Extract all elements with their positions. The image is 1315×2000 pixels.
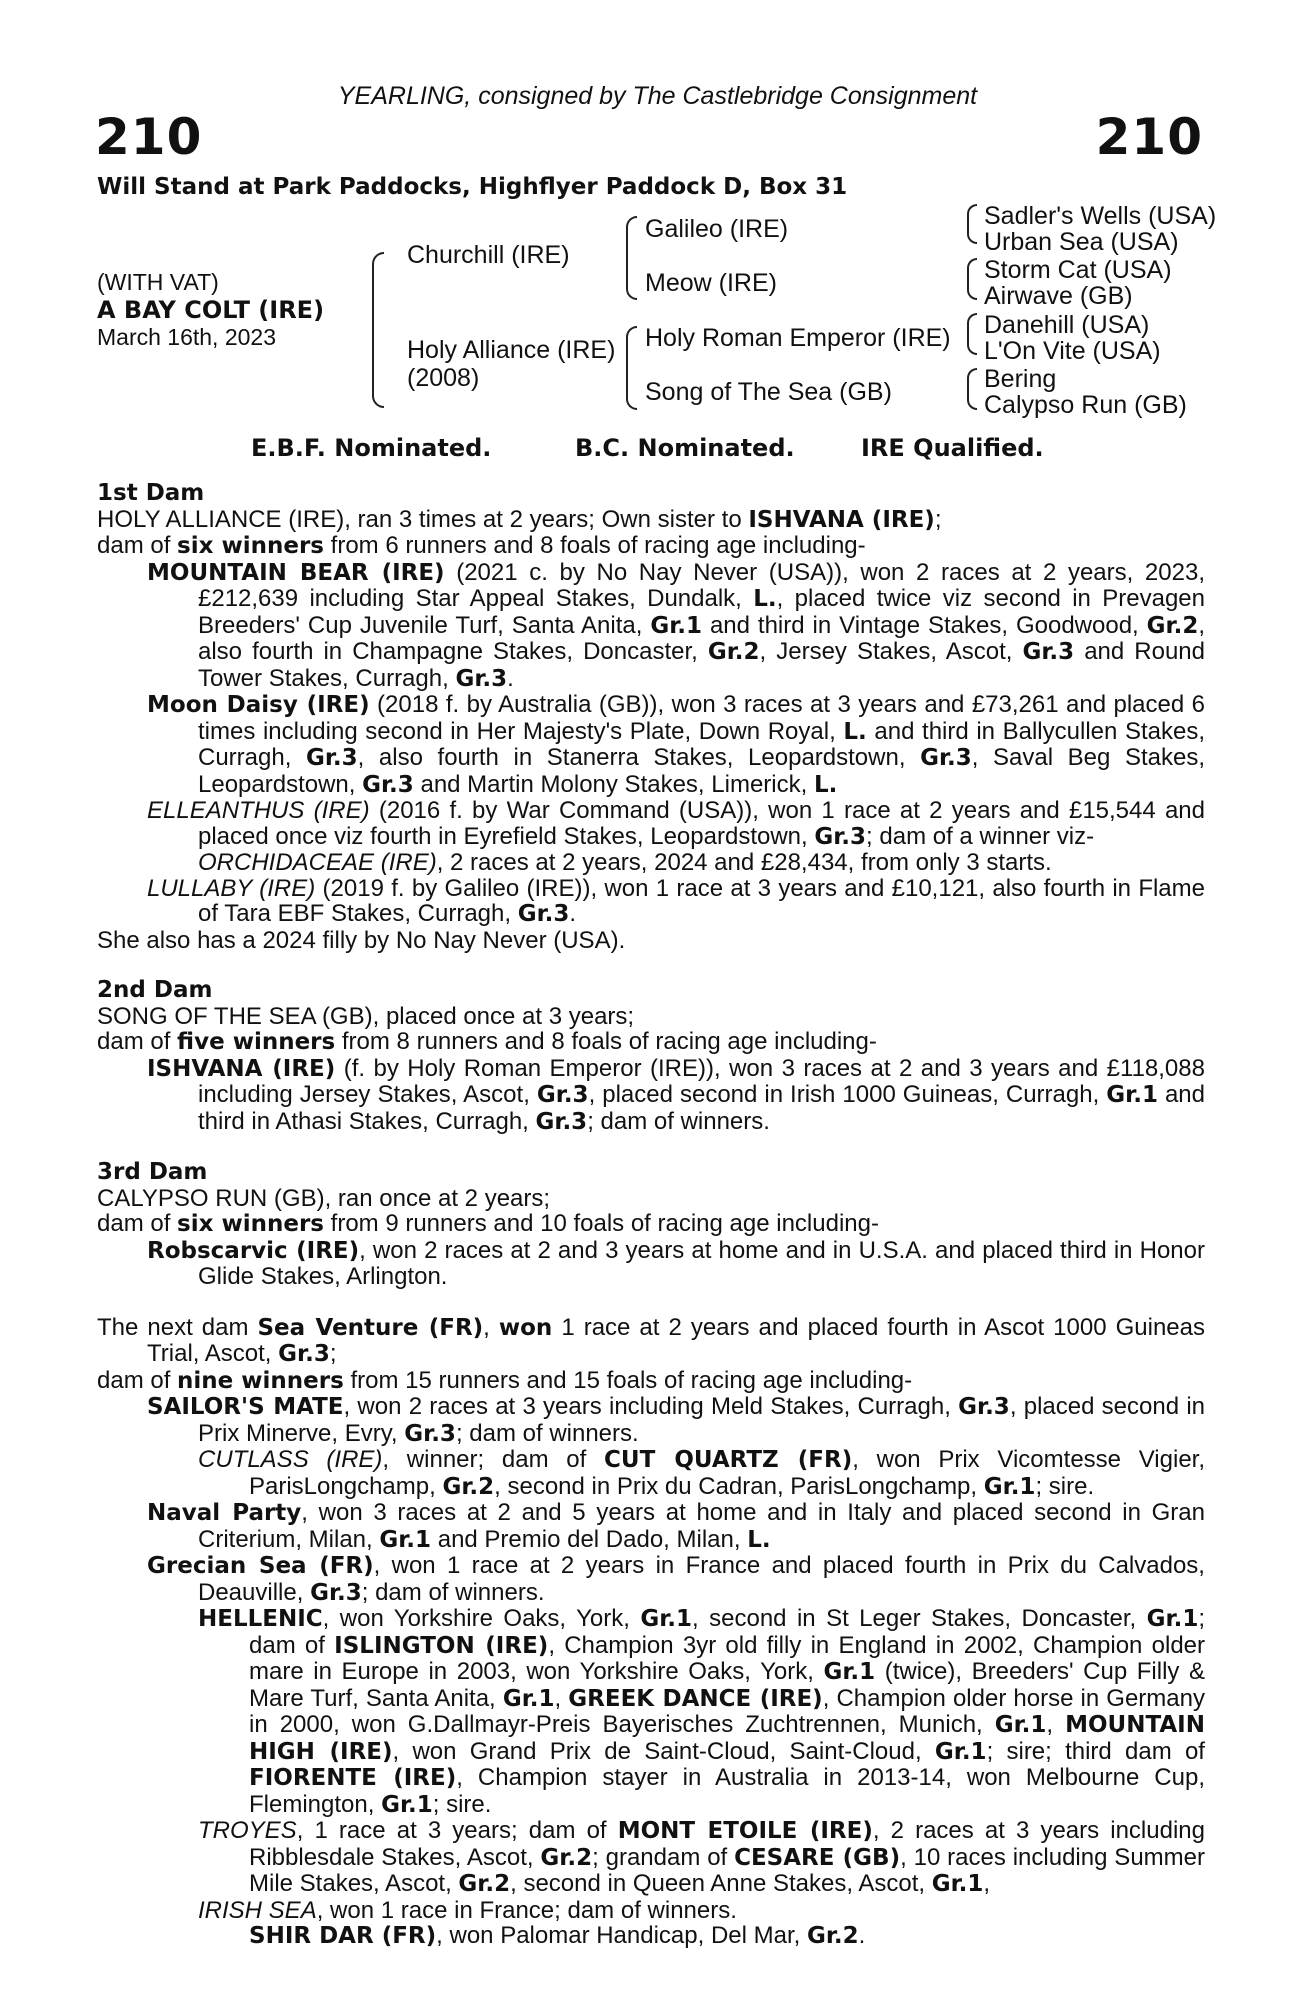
- dam-dam-sire: Bering: [984, 365, 1057, 393]
- first-dam-record: HOLY ALLIANCE (IRE), ran 3 times at 2 years; Own sister to ISHVANA (IRE);: [97, 505, 942, 533]
- pedigree-brace-ss: [967, 204, 977, 244]
- sire-dam: Meow (IRE): [645, 269, 777, 297]
- next-dam-record: The next dam Sea Venture (FR), won 1 race at 2 years and placed fourth in Ascot 1000 Guineas Trial, Ascot, Gr.3;: [97, 1313, 1205, 1367]
- first-dam-produce-summary: dam of six winners from 6 runners and 8 foals of racing age including-: [97, 532, 866, 559]
- offspring-naval-party: Naval Party, won 3 races at 2 and 5 years at home and in Italy and placed second in Gran Criterium, Milan, Gr.1 and Premio del Dado, Milan, L.: [147, 1499, 1205, 1553]
- dam-dam: Song of The Sea (GB): [645, 378, 892, 406]
- lot-number-left: 210: [95, 108, 203, 166]
- ire-qualified: IRE Qualified.: [861, 434, 1044, 462]
- pedigree-brace-sire: [626, 216, 637, 300]
- third-dam-record: CALYPSO RUN (GB), ran once at 2 years;: [97, 1184, 551, 1212]
- grandoffspring-troyes: TROYES, 1 race at 3 years; dam of MONT ETOILE (IRE), 2 races at 3 years including Ribblesdale Stakes, Ascot, Gr.2; grandam of CESARE (GB), 10 races including Summer Mile Stakes, Ascot, Gr.2, second in Queen Anne Stakes, Ascot, Gr.1,: [198, 1817, 1205, 1897]
- pedigree-brace-dam: [626, 326, 637, 410]
- first-dam-heading: 1st Dam: [97, 480, 205, 506]
- sire-name: Churchill (IRE): [407, 241, 570, 269]
- dam-sire-sire: Danehill (USA): [984, 311, 1150, 339]
- third-dam-heading: 3rd Dam: [97, 1159, 208, 1185]
- offspring-sailors-mate: SAILOR'S MATE, won 2 races at 3 years including Meld Stakes, Curragh, Gr.3, placed second in Prix Minerve, Evry, Gr.3; dam of winners.: [147, 1393, 1205, 1447]
- grandoffspring-irish-sea: IRISH SEA, won 1 race in France; dam of winners.: [198, 1896, 737, 1924]
- dam-dam-dam: Calypso Run (GB): [984, 391, 1187, 419]
- pedigree-brace-ds: [967, 313, 977, 355]
- horse-name: A BAY COLT (IRE): [97, 296, 325, 324]
- offspring-grecian-sea: Grecian Sea (FR), won 1 race at 2 years in France and placed fourth in Prix du Calvados, Deauville, Gr.3; dam of winners.: [147, 1552, 1205, 1606]
- offspring-elleanthus: ELLEANTHUS (IRE) (2016 f. by War Command (USA)), won 1 race at 2 years and £15,544 and placed once viz fourth in Eyrefield Stakes, Leopardstown, Gr.3; dam of a winner viz-: [147, 797, 1206, 850]
- pedigree-brace-dd: [967, 368, 977, 410]
- dam-year: (2008): [407, 364, 480, 392]
- dam-sire: Holy Roman Emperor (IRE): [645, 324, 951, 352]
- pedigree-brace-main: [372, 252, 384, 408]
- sire-sire-dam: Urban Sea (USA): [984, 228, 1179, 256]
- offspring-robscarvic: Robscarvic (IRE), won 2 races at 2 and 3 years at home and in U.S.A. and placed third in Honor Glide Stakes, Arlington.: [147, 1236, 1205, 1290]
- lot-number-right: 210: [1095, 108, 1203, 166]
- catalogue-body: [97, 481, 1205, 1950]
- ebf-nomination: E.B.F. Nominated.: [251, 434, 492, 462]
- second-dam-record: SONG OF THE SEA (GB), placed once at 3 years;: [97, 1002, 635, 1030]
- first-dam-also-note: She also has a 2024 filly by No Nay Never (USA).: [97, 926, 626, 954]
- next-dam-produce-summary: dam of nine winners from 15 runners and 15 foals of racing age including-: [97, 1366, 913, 1394]
- sire-sire-sire: Sadler's Wells (USA): [984, 202, 1217, 230]
- sire-sire: Galileo (IRE): [645, 215, 789, 243]
- offspring-ishvana: ISHVANA (IRE) (f. by Holy Roman Emperor (IRE)), won 3 races at 2 and 3 years and £118,088 including Jersey Stakes, Ascot, Gr.3, placed second in Irish 1000 Guineas, Curragh, Gr.1 and third in Athasi Stakes, Curragh, Gr.3; dam of winners.: [147, 1054, 1206, 1135]
- sire-dam-dam: Airwave (GB): [984, 282, 1133, 310]
- offspring-moon-daisy: Moon Daisy (IRE) (2018 f. by Australia (GB)), won 3 races at 3 years and £73,261 and placed 6 times including second in Her Majesty's Plate, Down Royal, L. and third in Ballycullen Stakes, Curragh, Gr.3, also fourth in Stanerra Stakes, Leopardstown, Gr.3, Saval Beg Stakes, Leopardstown, Gr.3 and Martin Molony Stakes, Limerick, L.: [147, 691, 1206, 798]
- offspring-mountain-bear: MOUNTAIN BEAR (IRE) (2021 c. by No Nay Never (USA)), won 2 races at 2 years, 2023, £212,639 including Star Appeal Stakes, Dundalk, L., placed twice viz second in Prevagen Breeders' Cup Juvenile Turf, Santa Anita, Gr.1 and third in Vintage Stakes, Goodwood, Gr.2, also fourth in Champagne Stakes, Doncaster, Gr.2, Jersey Stakes, Ascot, Gr.3 and Round Tower Stakes, Curragh, Gr.3.: [147, 558, 1206, 692]
- vat-note: (WITH VAT): [97, 269, 219, 295]
- great-grandoffspring-shir-dar: SHIR DAR (FR), won Palomar Handicap, Del Mar, Gr.2.: [249, 1922, 866, 1949]
- pedigree-brace-sd: [967, 258, 977, 300]
- grandoffspring-cutlass: CUTLASS (IRE), winner; dam of CUT QUARTZ (FR), won Prix Vicomtesse Vigier, ParisLongchamp, Gr.2, second in Prix du Cadran, ParisLongchamp, Gr.1; sire.: [198, 1446, 1206, 1500]
- dam-name: Holy Alliance (IRE): [407, 336, 616, 364]
- sire-dam-sire: Storm Cat (USA): [984, 256, 1172, 284]
- grandoffspring-hellenic: HELLENIC, won Yorkshire Oaks, York, Gr.1, second in St Leger Stakes, Doncaster, Gr.1; dam of ISLINGTON (IRE), Champion 3yr old filly in England in 2002, Champion older mare in Europe in 2003, won Yorkshire Oaks, York, Gr.1 (twice), Breeders' Cup Filly & Mare Turf, Santa Anita, Gr.1, GREEK DANCE (IRE), Champion older horse in Germany in 2000, won G.Dallmayr-Preis Bayerisches Zuchtrennen, Munich, Gr.1, MOUNTAIN HIGH (IRE), won Grand Prix de Saint-Cloud, Saint-Cloud, Gr.1; sire; third dam of FIORENTE (IRE), Champion stayer in Australia in 2013-14, won Melbourne Cup, Flemington, Gr.1; sire.: [198, 1605, 1206, 1818]
- second-dam-heading: 2nd Dam: [97, 977, 213, 1003]
- offspring-lullaby: LULLABY (IRE) (2019 f. by Galileo (IRE)), won 1 race at 3 years and £10,121, also fourth in Flame of Tara EBF Stakes, Curragh, Gr.3.: [147, 874, 1205, 927]
- bc-nomination: B.C. Nominated.: [575, 434, 795, 462]
- consignment-subtitle: YEARLING, consigned by The Castlebridge Consignment: [337, 82, 978, 110]
- horse-dob: March 16th, 2023: [97, 324, 277, 350]
- grandoffspring-orchidaceae: ORCHIDACEAE (IRE), 2 races at 2 years, 2024 and £28,434, from only 3 starts.: [198, 849, 1052, 876]
- third-dam-produce-summary: dam of six winners from 9 runners and 10 foals of racing age including-: [97, 1210, 879, 1237]
- second-dam-produce-summary: dam of five winners from 8 runners and 8 foals of racing age including-: [97, 1028, 877, 1055]
- stand-location: Will Stand at Park Paddocks, Highflyer Paddock D, Box 31: [97, 174, 848, 200]
- dam-sire-dam: L'On Vite (USA): [984, 337, 1161, 365]
